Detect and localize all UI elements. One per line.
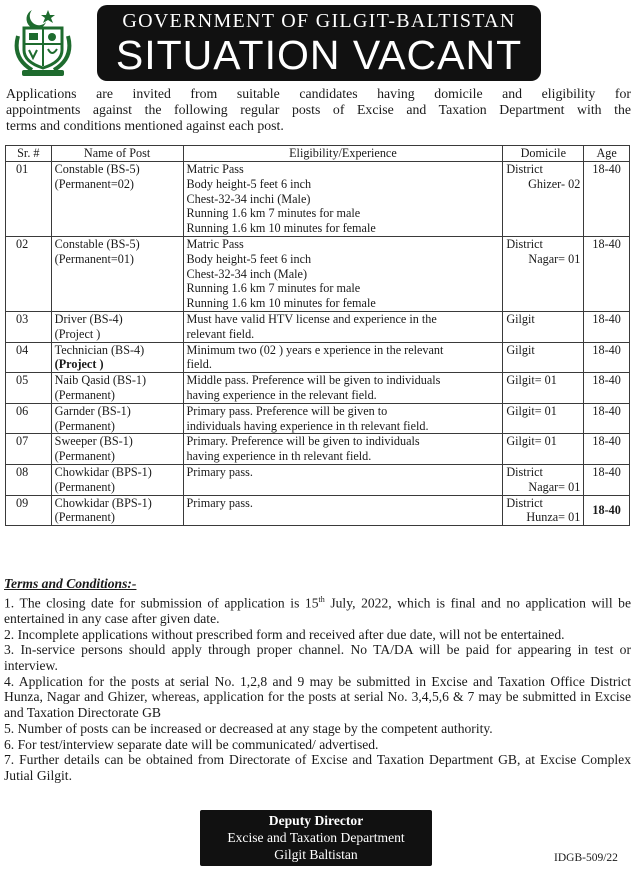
table-header-row: [6, 146, 630, 162]
signature-location: Gilgit Baltistan: [274, 847, 358, 862]
cell-age: 18-40: [584, 434, 630, 465]
post-line: Sweeper (BS-1): [54, 434, 133, 449]
cell-age: 18-40: [584, 311, 630, 342]
cell-post-name: [51, 373, 183, 404]
domicile-line: District: [506, 464, 543, 479]
header: [0, 0, 637, 84]
domicile-line: Gilgit: [506, 342, 535, 357]
column-header-post: Name of Post: [51, 146, 183, 162]
signature-designation: Deputy Director: [268, 813, 364, 828]
cell-serial: 02: [6, 236, 52, 311]
eligibility-line: Primary pass.: [186, 464, 253, 479]
cell-age: 18-40: [584, 403, 630, 434]
post-line: (Permanent): [54, 510, 115, 525]
cell-domicile: [503, 403, 584, 434]
eligibility-line: field.: [186, 357, 212, 372]
eligibility-line: Chest-32-34 inchi (Male): [186, 191, 311, 206]
domicile-line: Ghizer- 02: [528, 176, 581, 191]
cell-domicile: [503, 434, 584, 465]
cell-serial: 09: [6, 495, 52, 526]
cell-domicile: [503, 464, 584, 495]
eligibility-line: Running 1.6 km 7 minutes for male: [186, 281, 361, 296]
eligibility-line: Matric Pass: [186, 236, 244, 251]
cell-eligibility: [183, 495, 503, 526]
domicile-line: District: [506, 236, 543, 251]
cell-eligibility: [183, 342, 503, 373]
eligibility-line: relevant field.: [186, 326, 255, 341]
post-line: (Permanent): [54, 418, 115, 433]
cell-age: 18-40: [584, 373, 630, 404]
posts-table: [5, 145, 630, 526]
signature-block: [200, 810, 432, 866]
domicile-line: Gilgit= 01: [506, 373, 557, 388]
eligibility-line: Minimum two (02 ) years e xperience in the relevant: [186, 342, 444, 357]
intro-line: terms and conditions mentioned against each post.: [6, 118, 284, 133]
cell-domicile: [503, 373, 584, 404]
terms-item: 2. Incomplete applications without prescribed form and received after due date, will not be entertained.: [4, 626, 565, 642]
table-row: [6, 373, 630, 404]
table-row: [6, 495, 630, 526]
terms-item-1-end: July, 2022, which is final and no application will be entertained in any case after given date.: [4, 595, 631, 626]
post-line: (Permanent=02): [54, 176, 134, 191]
eligibility-line: Must have valid HTV license and experience in the: [186, 311, 437, 326]
intro-paragraph: [6, 86, 631, 134]
cell-serial: 01: [6, 162, 52, 237]
cell-domicile: [503, 162, 584, 237]
cell-age: 18-40: [584, 464, 630, 495]
column-header-eligibility: Eligibility/Experience: [183, 146, 503, 162]
post-line: Technician (BS-4): [54, 342, 145, 357]
cell-post-name: [51, 236, 183, 311]
cell-serial: 05: [6, 373, 52, 404]
post-line: Constable (BS-5): [54, 236, 140, 251]
terms-item: 5. Number of posts can be increased or decreased at any stage by the competent authority.: [4, 720, 493, 736]
domicile-line: District: [506, 162, 543, 176]
post-line: Naib Qasid (BS-1): [54, 373, 147, 388]
column-header-domicile: Domicile: [503, 146, 584, 162]
domicile-line: Gilgit: [506, 311, 535, 326]
cell-eligibility: [183, 162, 503, 237]
terms-section: [4, 576, 631, 784]
post-line: (Permanent): [54, 479, 115, 494]
eligibility-line: Chest-32-34 inch (Male): [186, 266, 308, 281]
domicile-line: Nagar= 01: [528, 251, 581, 266]
page-title: SITUATION VACANT: [115, 32, 523, 78]
cell-age: 18-40: [584, 162, 630, 237]
eligibility-line: Primary. Preference will be given to individuals: [186, 434, 420, 449]
cell-serial: 03: [6, 311, 52, 342]
terms-item: 4. Application for the posts at serial No. 1,2,8 and 9 may be submitted in Excise and Taxation Office District Hunza, Nagar and Ghizer, whereas, application for the posts at serial No. 3,4,5,6 & 7 may be submitted in Excise and Taxation Directorate GB: [4, 673, 631, 721]
cell-serial: 08: [6, 464, 52, 495]
cell-domicile: [503, 236, 584, 311]
domicile-line: Hunza= 01: [526, 510, 581, 525]
cell-eligibility: [183, 434, 503, 465]
cell-domicile: [503, 342, 584, 373]
domicile-line: Nagar= 01: [528, 479, 581, 494]
cell-age: 18-40: [584, 495, 630, 526]
column-header-sr: Sr. #: [6, 146, 52, 162]
cell-post-name: [51, 434, 183, 465]
eligibility-line: Body height-5 feet 6 inch: [186, 176, 312, 191]
cell-age: 18-40: [584, 236, 630, 311]
terms-item: 7. Further details can be obtained from Directorate of Excise and Taxation Department GB, at Excise Complex Jutial Gilgit.: [4, 752, 631, 783]
reference-number: IDGB-509/22: [554, 852, 618, 864]
eligibility-line: Running 1.6 km 10 minutes for female: [186, 221, 376, 236]
cell-serial: 06: [6, 403, 52, 434]
post-line: (Permanent=01): [54, 251, 134, 266]
cell-post-name: [51, 495, 183, 526]
eligibility-line: Primary pass.: [186, 495, 253, 510]
signature-department: Excise and Taxation Department: [227, 830, 405, 845]
cell-post-name: [51, 311, 183, 342]
post-line: Chowkidar (BPS-1): [54, 464, 152, 479]
cell-eligibility: [183, 311, 503, 342]
cell-serial: 04: [6, 342, 52, 373]
cell-eligibility: [183, 403, 503, 434]
terms-title: Terms and Conditions:-: [4, 576, 137, 591]
cell-domicile: [503, 495, 584, 526]
post-line: Garnder (BS-1): [54, 403, 131, 418]
eligibility-line: having experience in the relevant field.: [186, 387, 377, 402]
table-row: [6, 434, 630, 465]
terms-item: 3. In-service persons should apply through proper channel. No TA/DA will be paid for appearing in test or interview.: [4, 642, 631, 674]
table-row: [6, 162, 630, 237]
eligibility-line: having experience in th relevant field.: [186, 449, 372, 464]
eligibility-line: Body height-5 feet 6 inch: [186, 251, 312, 266]
eligibility-line: Running 1.6 km 10 minutes for female: [186, 296, 376, 311]
domicile-line: District: [506, 495, 543, 510]
post-line: Driver (BS-4): [54, 311, 123, 326]
eligibility-line: Running 1.6 km 7 minutes for male: [186, 206, 361, 221]
terms-item-1-start: 1. The closing date for submission of application is 15: [4, 595, 319, 611]
post-line: (Project ): [54, 357, 104, 372]
intro-line: Applications are invited from suitable candidates having domicile and eligibility for: [6, 86, 631, 101]
table-row: [6, 403, 630, 434]
cell-eligibility: [183, 464, 503, 495]
title-banner: [97, 5, 541, 81]
post-line: (Project ): [54, 326, 101, 341]
cell-age: 18-40: [584, 342, 630, 373]
eligibility-line: individuals having experience in th relevant field.: [186, 418, 429, 433]
eligibility-line: Middle pass. Preference will be given to individuals: [186, 373, 441, 388]
table-row: [6, 464, 630, 495]
government-emblem-icon: [10, 6, 76, 78]
cell-post-name: [51, 342, 183, 373]
post-line: Constable (BS-5): [54, 162, 140, 176]
cell-eligibility: [183, 373, 503, 404]
table-row: [6, 311, 630, 342]
post-line: (Permanent): [54, 387, 115, 402]
terms-item-1-sup: th: [318, 594, 325, 604]
government-name: GOVERNMENT OF GILGIT-BALTISTAN: [122, 10, 516, 32]
table-row: [6, 342, 630, 373]
terms-item: 6. For test/interview separate date will be communicated/ advertised.: [4, 736, 379, 752]
intro-line: appointments against the following regular posts of Excise and Taxation Department with the: [6, 102, 631, 117]
cell-post-name: [51, 464, 183, 495]
cell-post-name: [51, 162, 183, 237]
cell-eligibility: [183, 236, 503, 311]
cell-domicile: [503, 311, 584, 342]
column-header-age: Age: [584, 146, 630, 162]
domicile-line: Gilgit= 01: [506, 434, 557, 449]
eligibility-line: Matric Pass: [186, 162, 244, 176]
post-line: (Permanent): [54, 449, 115, 464]
cell-serial: 07: [6, 434, 52, 465]
post-line: Chowkidar (BPS-1): [54, 495, 152, 510]
eligibility-line: Primary pass. Preference will be given to: [186, 403, 388, 418]
domicile-line: Gilgit= 01: [506, 403, 557, 418]
table-row: [6, 236, 630, 311]
cell-post-name: [51, 403, 183, 434]
terms-item: [4, 592, 631, 627]
